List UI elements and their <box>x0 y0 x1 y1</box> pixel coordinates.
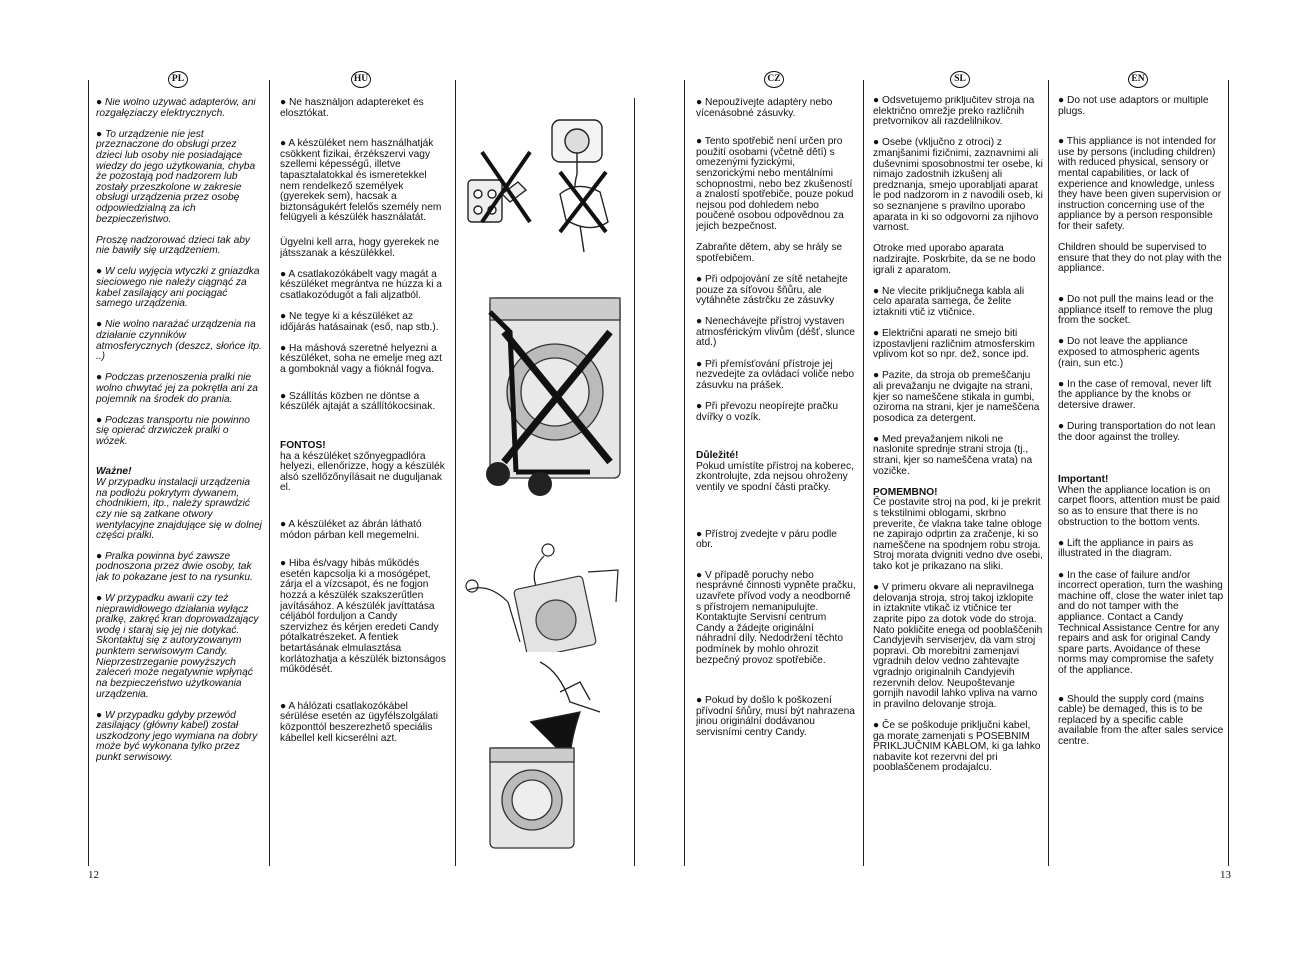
language-badge-en: EN <box>1128 71 1148 88</box>
sl-paragraph: ● Med prevažanjem nikoli ne naslonite sprednje strani stroja (tj., strani, kjer so nameščena vrata) na vozičke. <box>873 433 1033 477</box>
cz-important <box>696 451 856 493</box>
sl-paragraph: ● V primeru okvare ali nepravilnega delovanja stroja, stroj takoj izklopite in iztaknite vtikač iz vtičnice ter zaprite pipo za dotok vode do stroja. Nato pokličite enega od pooblaščenih Candyjevih serviserjev, da vam stroj popravi. Ob morebitni zamenjavi vgradnih delov vedno zahtevajte vgradnjo originalnih Candyjevih rezervnih delov. Neupoštevanje gornjih navodil lahko vpliva na varno in pravilno delovanje stroja. <box>873 582 1043 710</box>
en-paragraph: ● During transportation do not lean the door against the trolley. <box>1058 421 1216 443</box>
pl-paragraph: ● To urządzenie nie jest przeznaczone do obsługi przez dzieci lub osoby nie posiadające wiedzy do jego użytkowania, chyba że pozostają pod nadzorem lub zostały przeszkolone w zakresie obsługi urządzenia przez osobę odpowiedzialną za ich bezpieczeństwo. <box>96 128 256 225</box>
en-paragraph: ● This appliance is not intended for use by persons (including children) with reduced physical, sensory or mental capabilities, or lack of experience and knowledge, unless they have been given supervision or instruction concerning use of the appliance by a person responsible for their safety. <box>1058 136 1222 233</box>
pl-paragraph: ● Pralka powinna być zawsze podnoszona przez dwie osoby, tak jak to pokazane jest to na rysunku. <box>96 550 253 583</box>
divider-line <box>1048 80 1049 866</box>
pl-paragraph: ● W przypadku gdyby przewód zasilający (główny kabel) został uszkodzony jego wymiana na dobry może być wykonana tylko przez punkt serwisowy. <box>96 709 258 764</box>
pl-paragraph: ● W przypadku awarii czy też nieprawidłowego działania wyłącz pralkę, zakręć kran doprowadzający wodę i staraj się jej nie dotykać. Skontaktuj się z autoryzowanym punktem serwisowym Candy. Nieprzestrzeganie powyższych zaleceń może negatywnie wpłynąć na bezpieczeństwo użytkowania urządzenia. <box>96 593 259 700</box>
tap-illustration <box>480 652 630 852</box>
wheel-icon <box>528 472 552 496</box>
hu-important-title: FONTOS! <box>280 439 326 451</box>
en-important-text: When the appliance location is on carpet floors, attention must be paid so as to ensure that there is no obstruction to the bottom vents. <box>1058 484 1220 528</box>
sl-important-title: POMEMBNO! <box>873 486 938 498</box>
sl-paragraph: ● Osebe (vključno z otroci) z zmanjšanimi fizičnimi, zaznavnimi ali duševnimi sposobnostmi ter osebe, ki nimajo zadostnih izkušenj ali predznanja, smejo uporabljati aparat le pod nadzorom in z navodili oseb, ki so seznanjene s pravilno uporabo aparata in ki so odgovorni za njihovo varnost. <box>873 137 1043 234</box>
pl-important-title: Ważne! <box>96 466 132 478</box>
cz-paragraph: ● Při přemísťování přístroje jej nezvedejte za ovládací voliče nebo zásuvku na prášek. <box>696 358 855 391</box>
hu-paragraph: ● Ne használjon adaptereket és elosztókat. <box>280 98 424 119</box>
hu-paragraph: ● A készüléket az ábrán látható módon párban kell megemelni. <box>280 518 422 541</box>
language-badge-hu: HU <box>351 71 371 88</box>
divider-line <box>1228 80 1229 866</box>
hu-paragraph: ● Ha máshová szeretné helyezni a készüléket, soha ne emelje meg azt a gomboknál vagy a fióknál fogva. <box>280 342 442 376</box>
cz-paragraph: ● Pokud by došlo k poškození přívodní šňůry, musí být nahrazena jinou originální dodávanou servisními centry Candy. <box>696 695 855 739</box>
hu-important <box>280 441 446 494</box>
pl-paragraph: ● W celu wyjęcia wtyczki z gniazdka sieciowego nie należy ciągnąć za kabel zasilający ani pociągać samego urządzenia. <box>96 266 260 310</box>
pl-paragraph: ● Podczas transportu nie powinno się opierać drzwiczek pralki o wózek. <box>96 414 250 447</box>
divider-line <box>455 80 456 866</box>
sl-column <box>873 96 1043 866</box>
lifting-illustration <box>458 542 634 652</box>
cz-paragraph: ● Tento spotřebič není určen pro použití osobami (včetně dětí) s omezenými fyzickými, senzorickými nebo mentálními schopnostmi, nebo bez zkušeností a znalostí spotřebiče, pouze pokud nejsou pod dohledem nebo poučené osobou odpovědnou za jejich bezpečnost. <box>696 136 854 233</box>
pl-important <box>96 467 263 541</box>
page-number-right: 13 <box>1220 869 1231 881</box>
cz-important-text: Pokud umístíte přístroj na koberec, zkontrolujte, zda nejsou ohroženy ventily ve spodní části pračky. <box>696 460 854 493</box>
sl-paragraph: ● Odsvetujemo priključitev stroja na električno omrežje preko različnih pretvornikov ali razdelilnikov. <box>873 96 1035 128</box>
cz-column <box>696 98 856 863</box>
en-paragraph: ● In the case of removal, never lift the appliance by the knobs or detersive drawer. <box>1058 378 1212 411</box>
en-column <box>1058 96 1224 868</box>
divider-line <box>269 80 270 866</box>
pl-important-text: W przypadku instalacji urządzenia na podłożu pokrytym dywanem, chodnikiem, itp., należy sprawdzić czy nie są zatkane otwory wentylacyjne znajdujące się w dolnej części pralki. <box>96 477 262 542</box>
en-paragraph: ● Should the supply cord (mains cable) be demaged, this is to be replaced by a specific cable available from the after sales service centre. <box>1058 693 1224 748</box>
cz-paragraph: ● V případě poruchy nebo nesprávné činnosti vypněte pračku, uzavřete přívod vody a neodborně s přístrojem nemanipulujte. Kontaktujte Servisní centrum Candy a žádejte originální náhradní díly. Nedodržení těchto podmínek by mohlo ohrozit bezpečný provoz spotřebiče. <box>696 569 856 666</box>
washing-machine-icon <box>513 575 596 652</box>
pl-paragraph: Proszę nadzorować dzieci tak aby nie bawiły się urządzeniem. <box>96 234 251 257</box>
sl-paragraph: Otroke med uporabo aparata nadzirajte. Poskrbite, da se ne bodo igrali z aparatom. <box>873 243 1036 276</box>
hu-paragraph: ● Ne tegye ki a készüléket az időjárás hatásainak (eső, nap stb.). <box>280 311 439 333</box>
page-number-left: 12 <box>88 869 99 881</box>
sl-important-text: Če postavite stroj na pod, ki je prekrit s tekstilnimi oblogami, skrbno preverite, če vlakna take talne obloge ne zapirajo odprtin za zračenje, ki so nameščene na spodnjem robu stroja. Stroj morata dvigniti vedno dve osebi, tako kot je prikazano na sliki. <box>873 497 1043 573</box>
en-paragraph: Children should be supervised to ensure that they do not play with the appliance. <box>1058 242 1222 275</box>
cz-paragraph: ● Nenechávejte přístroj vystaven atmosférickým vlivům (déšť, slunce atd.) <box>696 316 855 349</box>
hu-paragraph: ● Szállítás közben ne döntse a készülék ajtaját a szállítókocsinak. <box>280 390 436 413</box>
hu-column <box>280 98 446 863</box>
en-paragraph: ● In the case of failure and/or incorrect operation, turn the washing machine off, close the water inlet tap and do not tamper with the appliance. Contact a Candy Technical Assistance Centre for any repairs and ask for original Candy spare parts. Avoidance of these norms may compromise the safety of the appliance. <box>1058 569 1224 676</box>
pl-column <box>96 98 263 863</box>
hu-important-text: ha a készüléket szőnyegpadlóra helyezi, ellenőrizze, hogy a készülék alsó szellőzőnyílásait ne duguljanak el. <box>280 450 445 494</box>
hu-paragraph: ● Hiba és/vagy hibás működés esetén kapcsolja ki a mosógépet, zárja el a vízcsapot, és ne fogjon hozzá a készülék szakszerűtlen javításához. A készülék javíttatása céljából forduljon a Candy szervizhez és kérjen eredeti Candy pótalkatrészeket. A fentiek betartásának elmulasztása korlátozhatja a készülék biztonságos működését. <box>280 558 446 676</box>
en-important-title: Important! <box>1058 474 1109 486</box>
sl-paragraph: ● Če se poškoduje priključni kabel, ga morate zamenjati s POSEBNIM PRIKLJUČNIM KABLOM, ki ga lahko nabavite kot rezervni del pri pooblaščenem prodajalcu. <box>873 719 1041 774</box>
wheel-icon <box>486 462 510 486</box>
sl-important <box>873 488 1043 573</box>
sl-paragraph: ● Ne vlecite priključnega kabla ali celo aparata samega, če želite iztakniti vtič iz vtičnice. <box>873 285 1025 318</box>
hu-paragraph: ● A készüléket nem használhatják csökkent fizikai, érzékszervi vagy szellemi képességű, illetve tapasztalatokkal és ismeretekkel nem rendelkező személyek (gyerekek sem), hacsak a biztonságukért felelős személy nem felügyeli a készülék használatát. <box>280 138 442 224</box>
washing-machine-icon <box>490 748 574 848</box>
language-badge-sl: SL <box>950 71 970 88</box>
en-paragraph: ● Do not pull the mains lead or the appliance itself to remove the plug from the socket. <box>1058 294 1214 327</box>
divider-line <box>863 80 864 866</box>
hu-paragraph: Ügyelni kell arra, hogy gyerekek ne játsszanak a készülékkel. <box>280 237 440 259</box>
language-badge-pl: PL <box>168 71 188 88</box>
pl-paragraph: ● Nie wolno używać adapterów, ani rozgałęziaczy elektrycznych. <box>96 98 256 119</box>
en-paragraph: ● Lift the appliance in pairs as illustrated in the diagram. <box>1058 537 1194 560</box>
trolley-illustration <box>470 292 630 502</box>
pl-paragraph: ● Podczas przenoszenia pralki nie wolno chwytać jej za pokrętła ani za pojemnik na środek do prania. <box>96 372 258 405</box>
cz-important-title: Důležité! <box>696 450 739 462</box>
cz-paragraph: ● Nepoužívejte adaptéry nebo vícenásobné zásuvky. <box>696 98 833 119</box>
divider-line <box>684 80 685 866</box>
sl-paragraph: ● Električni aparati ne smejo biti izpostavljeni različnim atmosferskim vplivom kot so npr. dež, sonce ipd. <box>873 327 1035 361</box>
en-important <box>1058 475 1224 528</box>
cz-paragraph: ● Při odpojování ze sítě netahejte pouze za síťovou šňůru, ale vytáhněte zástrčku ze zásuvky <box>696 273 848 307</box>
plug-illustration <box>460 102 630 262</box>
cz-paragraph: ● Při převozu neopírejte pračku dvířky o vozík. <box>696 400 839 423</box>
cz-paragraph: ● Přístroj zvedejte v páru podle obr. <box>696 528 837 551</box>
en-paragraph: ● Do not leave the appliance exposed to atmospheric agents (rain, sun etc.) <box>1058 336 1200 369</box>
pl-paragraph: ● Nie wolno narażać urządzenia na działanie czynników atmosferycznych (deszcz, słońce itp. ..) <box>96 319 262 363</box>
hu-paragraph: ● A hálózati csatlakozókábel sérülése esetén az ügyfélszolgálati központtól beszerezhető speciális kábellel kell kicserélni azt. <box>280 700 439 744</box>
divider-line <box>634 98 635 866</box>
language-badge-cz: CZ <box>764 71 784 88</box>
divider-line <box>88 80 89 866</box>
water-tap-icon <box>530 662 600 762</box>
sl-paragraph: ● Pazite, da stroja ob premeščanju ali prevažanju ne dvigajte na strani, kjer so nameščene stikala in gumbi, oziroma na strani, kjer je nameščena posodica za detergent. <box>873 370 1040 424</box>
en-paragraph: ● Do not use adaptors or multiple plugs. <box>1058 96 1209 117</box>
cz-paragraph: Zabraňte dětem, aby se hrály se spotřebičem. <box>696 242 843 264</box>
hu-paragraph: ● A csatlakozókábelt vagy magát a készüléket megrántva ne húzza ki a csatlakozódugót a fali aljzatból. <box>280 268 442 302</box>
